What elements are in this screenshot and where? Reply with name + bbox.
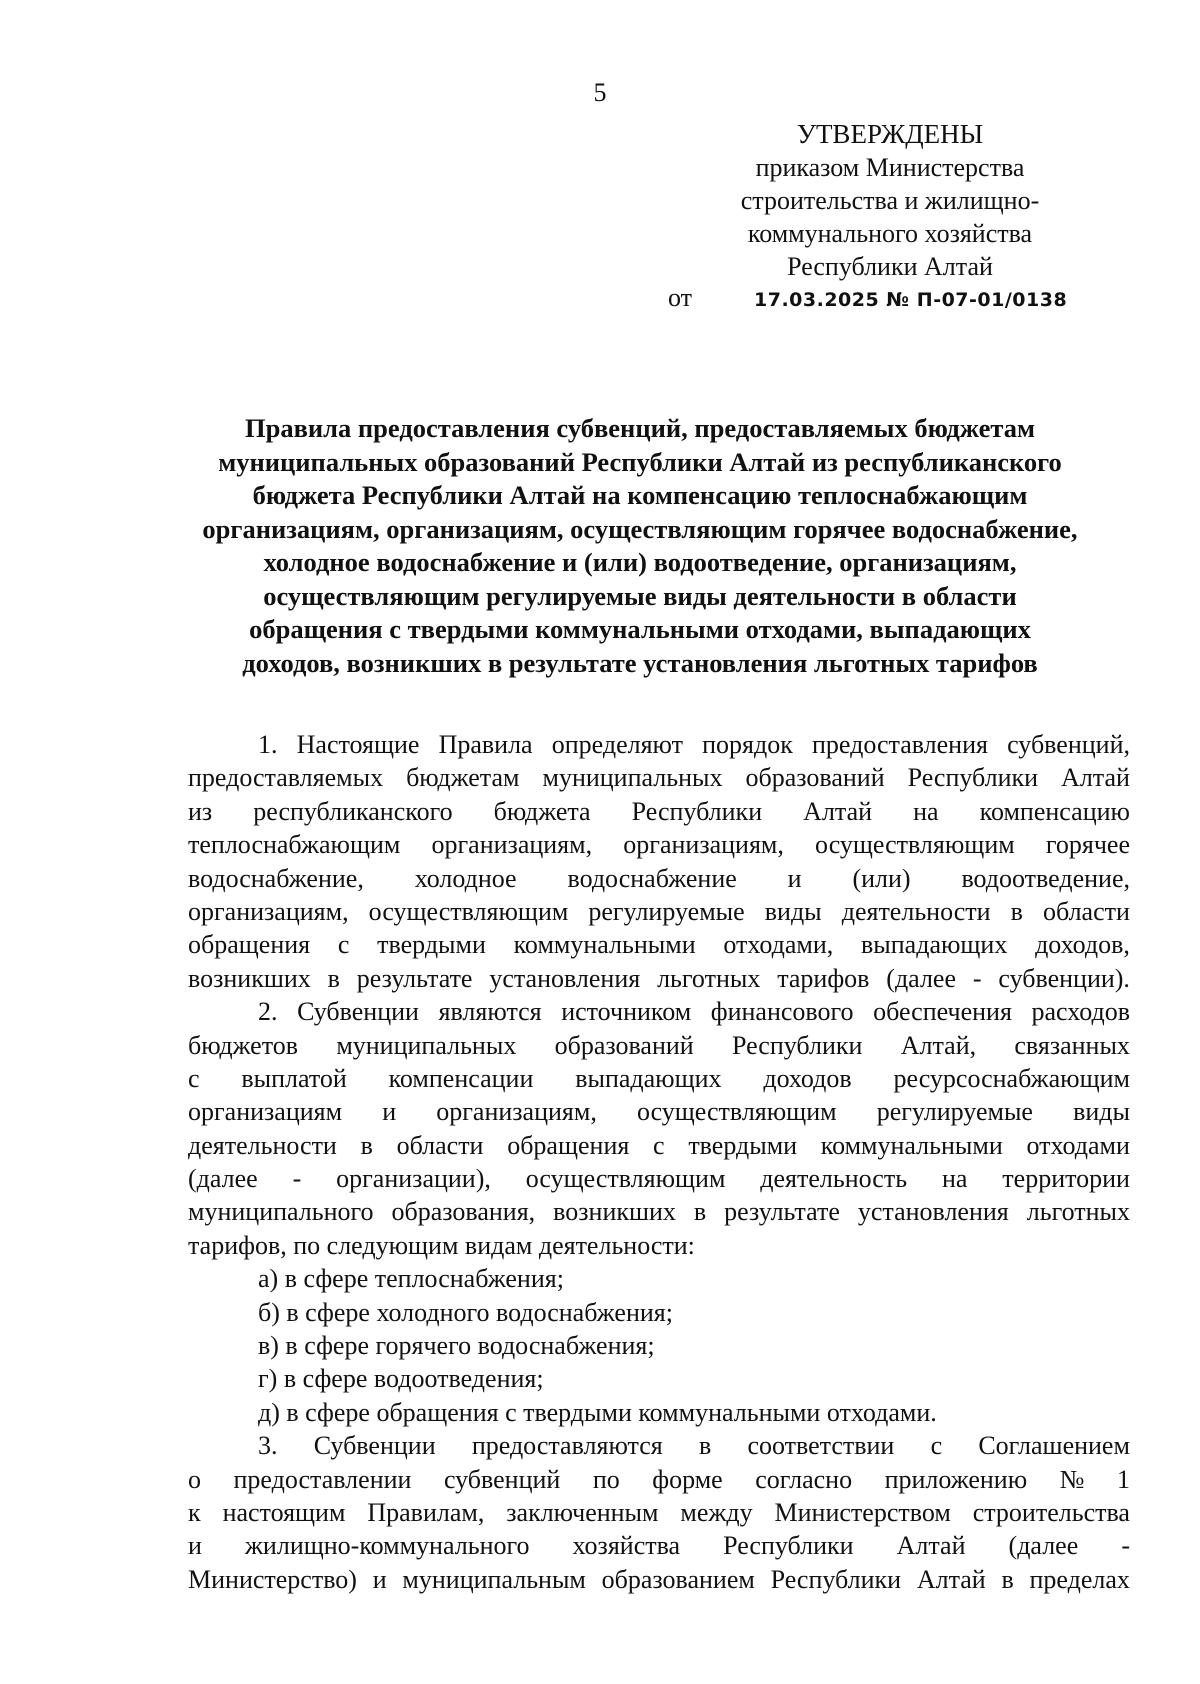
body-line: возникших в результате установления льготных тарифов (далее - субвенции). xyxy=(188,963,1130,993)
body-line: обращения с твердыми коммунальными отходами, выпадающих доходов, xyxy=(188,930,1130,960)
body-line: водоснабжение, холодное водоснабжение и (или) водоотведение, xyxy=(188,863,1130,893)
title-line: обращения с твердыми коммунальными отходами, выпадающих xyxy=(249,614,1031,644)
body-line: в) в сфере горячего водоснабжения; xyxy=(258,1331,655,1361)
approval-line: Республики Алтай xyxy=(787,252,993,281)
title-line: доходов, возникших в результате установления льготных тарифов xyxy=(242,647,1038,678)
body-line: о предоставлении субвенций по форме согласно приложению № 1 xyxy=(188,1464,1130,1494)
body-text xyxy=(188,728,1130,1596)
body-line: 2. Субвенции являются источником финансового обеспечения расходов xyxy=(258,997,1130,1027)
body-line: 1. Настоящие Правила определяют порядок предоставления субвенций, xyxy=(258,730,1130,759)
body-line: организациям, осуществляющим регулируемые виды деятельности в области xyxy=(188,896,1130,926)
approval-line: коммунального хозяйства xyxy=(747,219,1033,248)
body-line: тарифов, по следующим видам деятельности: xyxy=(188,1230,695,1260)
body-line: Министерство) и муниципальным образованием Республики Алтай в пределах xyxy=(188,1564,1130,1594)
body-line: предоставляемых бюджетам муниципальных образований Республики Алтай xyxy=(188,763,1130,793)
body-line: теплоснабжающим организациям, организациям, осуществляющим горячее xyxy=(188,830,1130,860)
approval-line: строительства и жилищно- xyxy=(740,186,1040,215)
title-line: бюджета Республики Алтай на компенсацию теплоснабжающим xyxy=(252,480,1028,510)
title-line: осуществляющим регулируемые виды деятельности в области xyxy=(263,580,1017,611)
body-line: и жилищно-коммунального хозяйства Республики Алтай (далее - xyxy=(188,1531,1130,1561)
body-line: 3. Субвенции предоставляются в соответствии с Соглашением xyxy=(258,1431,1130,1461)
from-word: от xyxy=(668,283,693,312)
title-line: холодное водоснабжение и (или) водоотведение, организациям, xyxy=(263,547,1017,577)
body-line: муниципального образования, возникших в результате установления льготных xyxy=(188,1197,1130,1227)
title-line: Правила предоставления субвенций, предоставляемых бюджетам xyxy=(244,413,1036,443)
title-line: организациям, организациям, осуществляющим горячее водоснабжение, xyxy=(202,513,1078,544)
order-date-number xyxy=(668,283,1128,315)
page-number: 5 xyxy=(593,78,607,107)
approval-title: УТВЕРЖДЕНЫ xyxy=(796,119,984,149)
body-line: г) в сфере водоотведения; xyxy=(258,1364,544,1394)
body-line: деятельности в области обращения с твердыми коммунальными отходами xyxy=(188,1130,1130,1160)
body-line: организациям и организациям, осуществляющим регулируемые виды xyxy=(188,1097,1130,1127)
order-number: 17.03.2025 № П-07-01/0138 xyxy=(754,289,1068,311)
body-line: д) в сфере обращения с твердыми коммунальными отходами. xyxy=(258,1397,937,1427)
body-line: из республиканского бюджета Республики Алтай на компенсацию xyxy=(188,796,1130,826)
approval-line: приказом Министерства xyxy=(755,153,1025,182)
body-line: (далее - организации), осуществляющим деятельность на территории xyxy=(188,1164,1130,1194)
body-line: б) в сфере холодного водоснабжения; xyxy=(258,1297,673,1327)
title-line: муниципальных образований Республики Алтай из республиканского xyxy=(218,446,1062,477)
body-line: а) в сфере теплоснабжения; xyxy=(258,1264,564,1294)
document-title xyxy=(150,412,1130,680)
body-line: к настоящим Правилам, заключенным между Министерством строительства xyxy=(188,1497,1130,1527)
body-line: бюджетов муниципальных образований Республики Алтай, связанных xyxy=(188,1030,1130,1060)
approval-block xyxy=(690,118,1090,283)
body-line: с выплатой компенсации выпадающих доходов ресурсоснабжающим xyxy=(188,1063,1130,1093)
